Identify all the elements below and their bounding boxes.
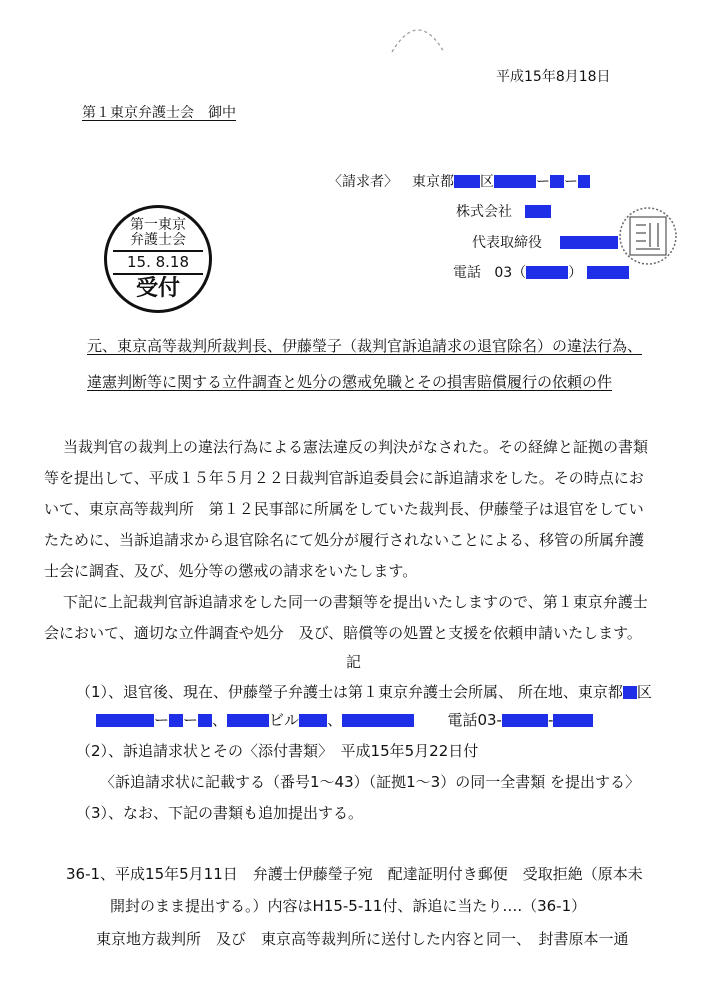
requester-address: [412, 173, 590, 191]
item-2-line-1: （2）、訴追請求状とその〈添付書類〉 平成15年5月22日付: [76, 742, 479, 760]
redaction-block: [342, 714, 414, 727]
requester-label: 〈請求者〉: [328, 174, 398, 190]
item-1-phone: 電話03-: [447, 711, 502, 729]
addressee: 第１東京弁護士会 御中: [82, 105, 236, 121]
faint-stamp-icon: [388, 12, 448, 56]
address-dash: ー: [154, 711, 170, 729]
address-dash: ー: [536, 174, 550, 190]
redaction-block: [550, 175, 564, 188]
body-line: 会において、適切な立件調査や処分 及び、賠償等の処置と支援を依頼申請いたします。: [44, 624, 642, 642]
redaction-block: [96, 714, 154, 727]
item-1-ku: 区: [636, 683, 652, 701]
phone-close: ）: [568, 265, 583, 281]
body-line: 等を提出して、平成１５年５月２２日裁判官訴追委員会に訴追請求をした。その時点にお: [44, 469, 644, 487]
note-line: 開封のまま提出する。）内容はH15-5-11付、訴追に当たり….（36-1）: [110, 897, 587, 915]
address-prefix: 東京都: [412, 174, 454, 190]
stamp-received: 受付: [135, 276, 180, 301]
note-line: 36-1、平成15年5月11日 弁護士伊藤瑩子宛 配達証明付き郵便 受取拒絶（原本未: [66, 865, 643, 883]
body-line: たために、当訴追請求から退官除名にて処分が履行されないことによる、移管の所属弁護: [44, 531, 645, 549]
redaction-block: [227, 714, 269, 727]
redaction-block: [299, 714, 327, 727]
item-1-building: ビル: [269, 711, 300, 729]
stamp-org2: 弁護士会: [130, 232, 186, 248]
redaction-block: [502, 714, 548, 727]
address-ku: 区: [480, 174, 494, 190]
body-line: いて、東京高等裁判所 第１２民事部に所属をしていた裁判長、伊藤瑩子は退官をしてい: [44, 500, 644, 518]
item-2-line-2: 〈訴追請求状に記載する（番号1〜43）（証拠1〜3）の同一全書類 を提出する〉: [100, 773, 640, 791]
redaction-block: [560, 236, 618, 249]
redaction-block: [454, 175, 480, 188]
item-1-address: ー ー 、 ビル 、 電話03- -: [96, 710, 593, 730]
redaction-block: [169, 714, 183, 727]
address-dash: ー: [564, 174, 578, 190]
item-3: （3）、なお、下記の書類も追加提出する。: [76, 804, 364, 822]
requester-rep: [472, 234, 618, 252]
ki-heading: 記: [346, 653, 362, 671]
note-line: 東京地方裁判所 及び 東京高等裁判所に送付した内容と同一、 封書原本一通: [96, 930, 629, 948]
item-1-sep: 、: [212, 711, 228, 729]
stamp-divider: [113, 273, 203, 275]
phone-label: 電話: [453, 265, 481, 281]
redaction-block: [494, 175, 536, 188]
body-line: 士会に調査、及び、処分等の懲戒の請求をいたします。: [44, 562, 418, 580]
stamp-divider: [113, 250, 203, 252]
redaction-block: [553, 714, 593, 727]
company-label: 株式会社: [456, 204, 512, 220]
item-1: [76, 682, 652, 702]
body-line: 当裁判官の裁判上の違法行為による憲法違反の判決がなされた。その経緯と証拠の書類: [63, 438, 649, 456]
receipt-stamp: [104, 205, 212, 313]
item-1-text: （1）、退官後、現在、伊藤瑩子弁護士は第１東京弁護士会所属、 所在地、東京都: [76, 683, 623, 701]
requester-phone: [453, 264, 629, 282]
company-seal-icon: [614, 205, 682, 267]
body-line: 下記に上記裁判官訴追請求をした同一の書類等を提出いたしますので、第１東京弁護士: [63, 593, 648, 611]
redaction-block: [198, 714, 212, 727]
address-dash: ー: [183, 711, 199, 729]
title-line-2: 違憲判断等に関する立件調査と処分の懲戒免職とその損害賠償履行の依頼の件: [87, 373, 613, 391]
item-1-sep: 、: [327, 711, 343, 729]
stamp-org: 第一東京: [130, 217, 186, 233]
redaction-block: [587, 266, 629, 279]
redaction-block: [526, 266, 568, 279]
stamp-date: 15. 8.18: [126, 253, 190, 271]
title-line-1: 元、東京高等裁判所裁判長、伊藤瑩子（裁判官訴追請求の退官除名）の違法行為、: [87, 337, 643, 355]
redaction-block: [578, 175, 590, 188]
rep-label: 代表取締役: [472, 235, 542, 251]
phone-prefix: 03（: [494, 265, 527, 281]
redaction-block: [525, 205, 551, 218]
redaction-block: [623, 686, 637, 699]
document-date: 平成15年8月18日: [496, 69, 611, 85]
requester-company: [456, 203, 551, 221]
